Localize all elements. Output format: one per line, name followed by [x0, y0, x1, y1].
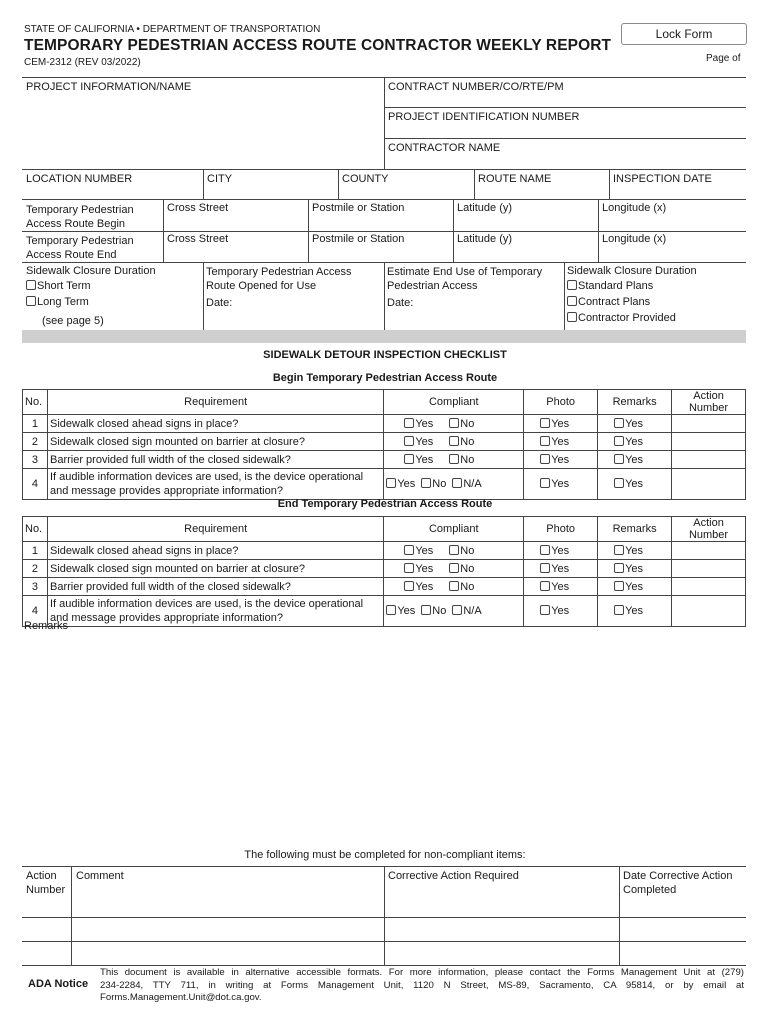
begin-postmile-label: Postmile or Station	[312, 202, 405, 214]
photo-yes-checkbox[interactable]	[540, 563, 550, 573]
closure-duration-label-2: Sidewalk Closure Duration	[567, 265, 697, 277]
compliant-yes-checkbox[interactable]	[404, 545, 414, 555]
photo-yes-checkbox[interactable]	[540, 605, 550, 615]
route-name-label: ROUTE NAME	[478, 173, 552, 185]
remarks-yes-checkbox[interactable]	[614, 581, 624, 591]
begin-latitude-label: Latitude (y)	[457, 202, 513, 214]
project-id-label: PROJECT IDENTIFICATION NUMBER	[388, 111, 580, 123]
closure-duration-label: Sidewalk Closure Duration	[26, 265, 156, 277]
route-opened-date-label: Date:	[206, 297, 233, 309]
col-compliant: Compliant	[384, 390, 524, 415]
contract-plans-checkbox[interactable]	[567, 296, 577, 306]
action-number-field[interactable]	[672, 542, 746, 560]
action-number-field[interactable]	[672, 415, 746, 433]
compliant-no-checkbox[interactable]	[421, 478, 431, 488]
location-number-label: LOCATION NUMBER	[26, 173, 133, 185]
inspection-date-label: INSPECTION DATE	[613, 173, 712, 185]
remarks-yes-checkbox[interactable]	[614, 545, 624, 555]
photo-yes-checkbox[interactable]	[540, 581, 550, 591]
city-label: CITY	[207, 173, 233, 185]
col-action: Action Number	[672, 517, 746, 542]
contractor-name-label: CONTRACTOR NAME	[388, 142, 501, 154]
col-requirement: Requirement	[47, 390, 383, 415]
remarks-yes-checkbox[interactable]	[614, 478, 624, 488]
begin-cross-street-label: Cross Street	[167, 202, 229, 214]
table-row: 1 Sidewalk closed ahead signs in place? Yes No Yes Yes	[23, 415, 746, 433]
contractor-provided-checkbox[interactable]	[567, 312, 577, 322]
route-begin-label-1: Temporary Pedestrian	[26, 204, 134, 216]
action-number-field[interactable]	[672, 596, 746, 627]
action-number-field[interactable]	[672, 578, 746, 596]
remarks-yes-checkbox[interactable]	[614, 454, 624, 464]
table-row: 3 Barrier provided full width of the closed sidewalk? Yes No Yes Yes	[23, 451, 746, 469]
ada-notice-label: ADA Notice	[28, 978, 89, 990]
contract-number-label: CONTRACT NUMBER/CO/RTE/PM	[388, 81, 564, 93]
end-longitude-label: Longitude (x)	[602, 233, 667, 245]
compliant-yes-checkbox[interactable]	[404, 454, 414, 464]
begin-longitude-label: Longitude (x)	[602, 202, 667, 214]
standard-plans-checkbox[interactable]	[567, 280, 577, 290]
photo-yes-checkbox[interactable]	[540, 478, 550, 488]
action-number-field[interactable]	[672, 451, 746, 469]
compliant-yes-checkbox[interactable]	[404, 436, 414, 446]
compliant-yes-checkbox[interactable]	[386, 478, 396, 488]
compliant-no-checkbox[interactable]	[449, 418, 459, 428]
table-row: 1 Sidewalk closed ahead signs in place? Yes No Yes Yes	[23, 542, 746, 560]
remarks-yes-checkbox[interactable]	[614, 436, 624, 446]
action-number-label-2: Number	[26, 884, 66, 896]
compliant-no-checkbox[interactable]	[421, 605, 431, 615]
photo-yes-checkbox[interactable]	[540, 436, 550, 446]
project-info-field[interactable]	[24, 96, 380, 166]
end-checklist-table	[22, 516, 746, 627]
project-info-label: PROJECT INFORMATION/NAME	[26, 81, 192, 93]
long-term-checkbox[interactable]	[26, 296, 36, 306]
col-remarks: Remarks	[598, 517, 672, 542]
corrective-action-label: Corrective Action Required	[388, 870, 519, 882]
begin-section-title: Begin Temporary Pedestrian Access Route	[272, 372, 498, 384]
col-photo: Photo	[524, 517, 598, 542]
col-photo: Photo	[524, 390, 598, 415]
route-end-label-2: Access Route End	[26, 249, 117, 261]
section-divider	[22, 330, 746, 343]
end-section-title: End Temporary Pedestrian Access Route	[277, 498, 493, 510]
end-use-date-label: Date:	[387, 297, 414, 309]
see-page-note: (see page 5)	[42, 315, 104, 327]
ada-notice-text: This document is available in alternative accessible formats. For more information, please contact the Forms Management Unit at (279) 234-2284, TTY 711, in writing at Forms Management Unit, 1120 N Street, MS-89, Sacramento, CA 95814, or by email at Forms.Management.Unit@dot.ca.gov.	[100, 967, 744, 1003]
short-term-checkbox[interactable]	[26, 280, 36, 290]
end-use-label-1: Estimate End Use of Temporary	[387, 266, 543, 278]
table-row: 4 If audible information devices are used, is the device operational and message provides appropriate information? Yes No N/A Yes Yes	[23, 469, 746, 500]
compliant-yes-checkbox[interactable]	[386, 605, 396, 615]
compliant-no-checkbox[interactable]	[449, 581, 459, 591]
end-cross-street-label: Cross Street	[167, 233, 229, 245]
page-title: TEMPORARY PEDESTRIAN ACCESS ROUTE CONTRACTOR WEEKLY REPORT	[24, 37, 612, 54]
compliant-yes-checkbox[interactable]	[404, 418, 414, 428]
col-requirement: Requirement	[47, 517, 383, 542]
compliant-na-checkbox[interactable]	[452, 478, 462, 488]
table-row: 2 Sidewalk closed sign mounted on barrier at closure? Yes No Yes Yes	[23, 433, 746, 451]
remarks-yes-checkbox[interactable]	[614, 563, 624, 573]
route-opened-label-2: Route Opened for Use	[206, 280, 317, 292]
end-latitude-label: Latitude (y)	[457, 233, 513, 245]
photo-yes-checkbox[interactable]	[540, 545, 550, 555]
begin-checklist-table	[22, 389, 746, 500]
action-number-field[interactable]	[672, 469, 746, 500]
remarks-label: Remarks	[24, 620, 69, 632]
col-remarks: Remarks	[598, 390, 672, 415]
checklist-title: SIDEWALK DETOUR INSPECTION CHECKLIST	[263, 349, 507, 361]
date-corrective-label-2: Completed	[623, 884, 677, 896]
long-term-option[interactable]: Long Term	[26, 295, 89, 310]
page-of-label: Page of	[706, 53, 741, 64]
lock-form-button[interactable]: Lock Form	[621, 23, 747, 45]
compliant-na-checkbox[interactable]	[452, 605, 462, 615]
agency-line: STATE OF CALIFORNIA • DEPARTMENT OF TRANSPORTATION	[24, 24, 321, 35]
table-header-row	[23, 390, 746, 415]
table-row: 3 Barrier provided full width of the closed sidewalk? Yes No Yes Yes	[23, 578, 746, 596]
remarks-yes-checkbox[interactable]	[614, 418, 624, 428]
compliant-no-checkbox[interactable]	[449, 454, 459, 464]
noncompliant-intro: The following must be completed for non-compliant items:	[244, 849, 526, 861]
short-term-option[interactable]: Short Term	[26, 279, 91, 294]
action-number-field[interactable]	[672, 433, 746, 451]
compliant-no-checkbox[interactable]	[449, 545, 459, 555]
compliant-no-checkbox[interactable]	[449, 436, 459, 446]
remarks-field[interactable]	[22, 636, 746, 836]
photo-yes-checkbox[interactable]	[540, 418, 550, 428]
end-use-label-2: Pedestrian Access	[387, 280, 478, 292]
comment-label: Comment	[76, 870, 124, 882]
route-end-label-1: Temporary Pedestrian	[26, 235, 134, 247]
photo-yes-checkbox[interactable]	[540, 454, 550, 464]
contractor-provided-option[interactable]: Contractor Provided	[567, 311, 676, 326]
route-opened-label-1: Temporary Pedestrian Access	[206, 266, 352, 278]
form-id: CEM-2312 (REV 03/2022)	[24, 57, 141, 68]
contract-plans-option[interactable]: Contract Plans	[567, 295, 650, 310]
col-compliant: Compliant	[384, 517, 524, 542]
action-number-field[interactable]	[672, 560, 746, 578]
compliant-yes-checkbox[interactable]	[404, 581, 414, 591]
compliant-no-checkbox[interactable]	[449, 563, 459, 573]
action-number-label-1: Action	[26, 870, 57, 882]
county-label: COUNTY	[342, 173, 389, 185]
route-begin-label-2: Access Route Begin	[26, 218, 126, 230]
table-header-row	[23, 517, 746, 542]
date-corrective-label-1: Date Corrective Action	[623, 870, 733, 882]
col-no: No.	[23, 390, 48, 415]
end-postmile-label: Postmile or Station	[312, 233, 405, 245]
table-row: 2 Sidewalk closed sign mounted on barrier at closure? Yes No Yes Yes	[23, 560, 746, 578]
table-row: 4 If audible information devices are used, is the device operational and message provides appropriate information? Yes No N/A Yes Yes	[23, 596, 746, 627]
standard-plans-option[interactable]: Standard Plans	[567, 279, 653, 294]
col-no: No.	[23, 517, 48, 542]
remarks-yes-checkbox[interactable]	[614, 605, 624, 615]
col-action: Action Number	[672, 390, 746, 415]
compliant-yes-checkbox[interactable]	[404, 563, 414, 573]
